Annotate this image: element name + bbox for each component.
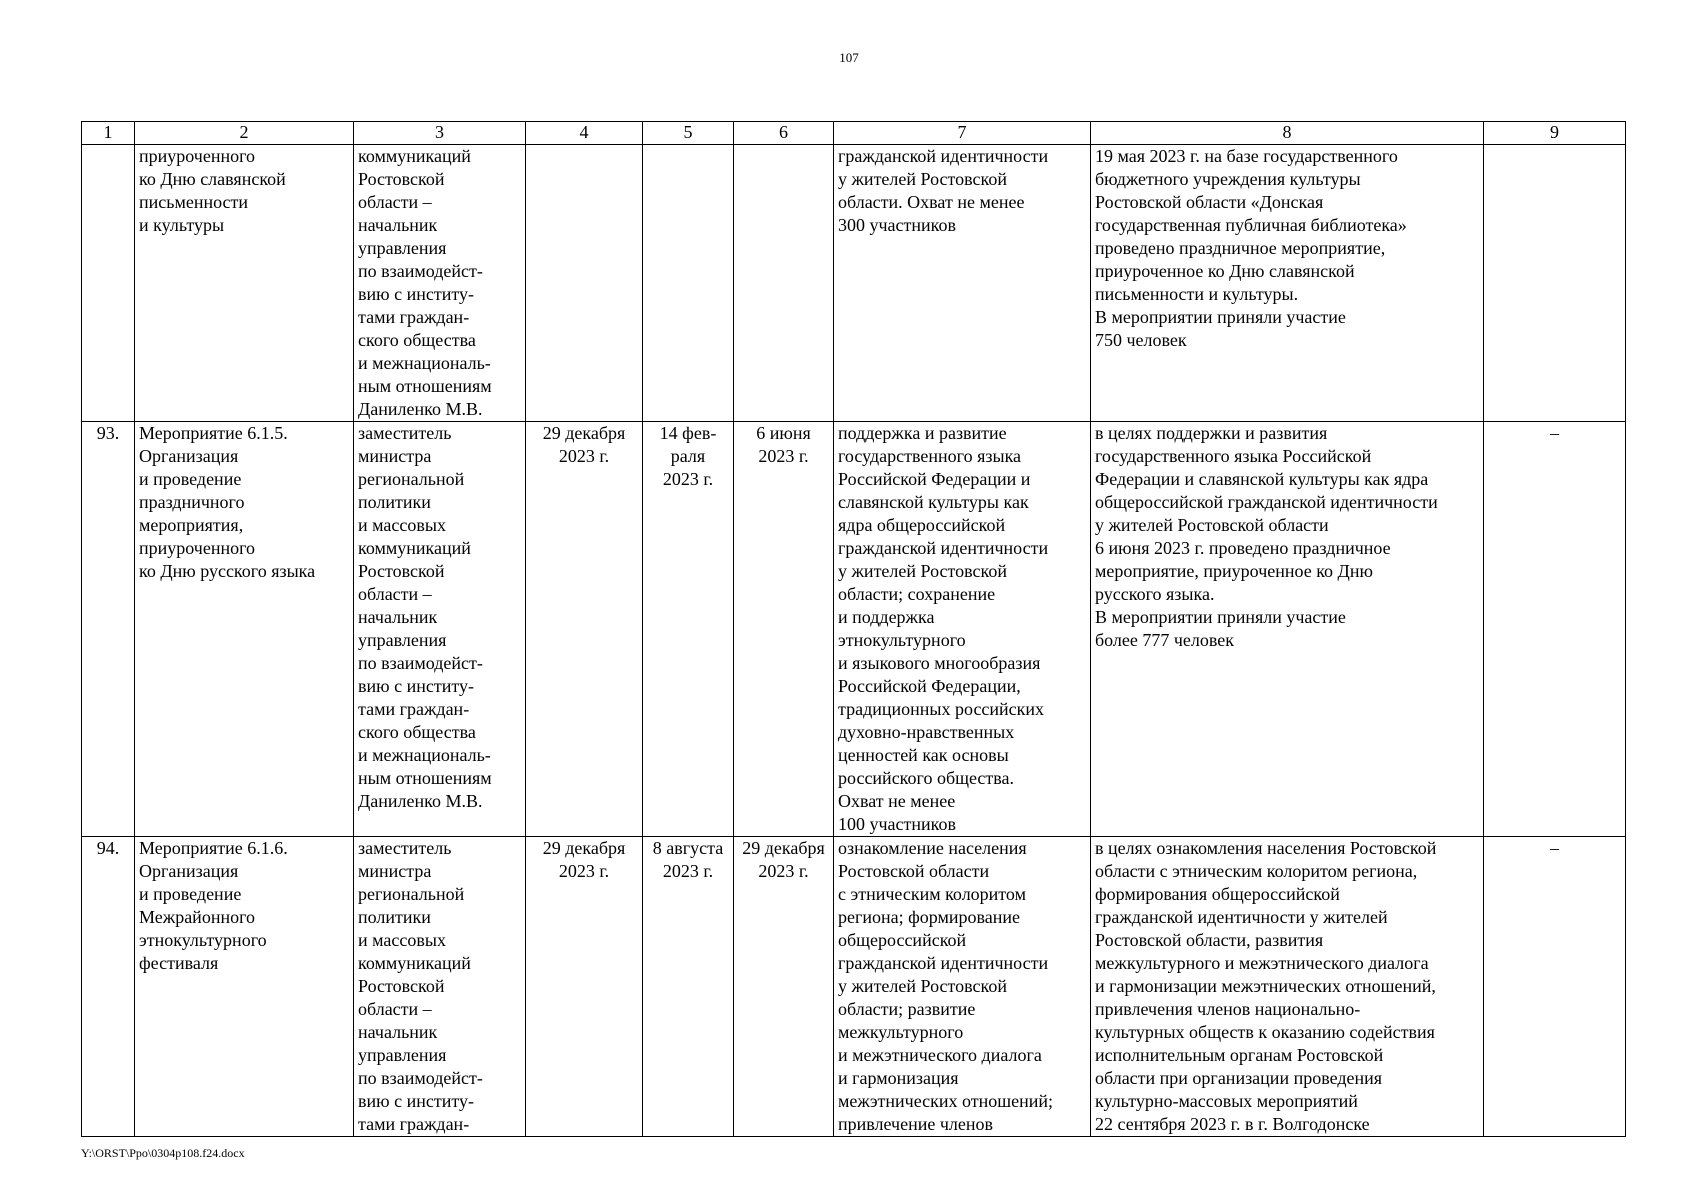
date-start-cell: 8 августа 2023 г. xyxy=(643,837,734,1137)
header-col-8: 8 xyxy=(1091,122,1484,145)
header-col-7: 7 xyxy=(834,122,1091,145)
table-header-row xyxy=(82,122,1626,145)
header-col-3: 3 xyxy=(354,122,526,145)
date-planned-cell: 29 декабря 2023 г. xyxy=(526,837,643,1137)
expected-result-cell: поддержка и развитие государственного языка Российской Федерации и славянской культуры как ядра общероссийской гражданской идентичности у жителей Ростовской области; сохранение и поддержка этнокультурного и языкового многообразия Российской Федерации, традиционных российских духовно-нравственных ценностей как основы российского общества. Охват не менее 100 участников xyxy=(834,422,1091,837)
header-col-4: 4 xyxy=(526,122,643,145)
header-col-1: 1 xyxy=(82,122,135,145)
report-table xyxy=(81,121,1626,1137)
date-planned-cell: 29 декабря 2023 г. xyxy=(526,422,643,837)
row-number: 94. xyxy=(82,837,135,1137)
note-cell: – xyxy=(1484,422,1626,837)
event-cell: приуроченного ко Дню славянской письменности и культуры xyxy=(135,145,354,422)
table-row xyxy=(82,837,1626,1137)
header-col-5: 5 xyxy=(643,122,734,145)
page-number: 107 xyxy=(839,50,859,65)
date-start-cell: 14 фев- раля 2023 г. xyxy=(643,422,734,837)
row-number xyxy=(82,145,135,422)
note-cell: – xyxy=(1484,837,1626,1137)
responsible-cell: заместитель министра региональной политики и массовых коммуникаций Ростовской области – начальник управления по взаимодейст- вию с институ- тами граждан- ского общества и межнациональ- ным отношениям Даниленко М.В. xyxy=(354,422,526,837)
table-row xyxy=(82,145,1626,422)
note-cell xyxy=(1484,145,1626,422)
table-row xyxy=(82,422,1626,837)
expected-result-cell: гражданской идентичности у жителей Ростовской области. Охват не менее 300 участников xyxy=(834,145,1091,422)
event-cell: Мероприятие 6.1.6. Организация и проведение Межрайонного этнокультурного фестиваля xyxy=(135,837,354,1137)
date-end-cell: 6 июня 2023 г. xyxy=(734,422,834,837)
responsible-cell: коммуникаций Ростовской области – начальник управления по взаимодейст- вию с институ- тами граждан- ского общества и межнациональ- ным отношениям Даниленко М.В. xyxy=(354,145,526,422)
date-end-cell: 29 декабря 2023 г. xyxy=(734,837,834,1137)
responsible-cell: заместитель министра региональной политики и массовых коммуникаций Ростовской области – начальник управления по взаимодейст- вию с институ- тами граждан- xyxy=(354,837,526,1137)
header-col-9: 9 xyxy=(1484,122,1626,145)
actual-result-cell: в целях ознакомления населения Ростовской области с этническим колоритом региона, формирования общероссийской гражданской идентичности у жителей Ростовской области, развития межкультурного и межэтнического диалога и гармонизации межэтнических отношений, привлечения членов национально- культурных обществ к оказанию содействия исполнительным органам Ростовской области при организации проведения культурно-массовых мероприятий 22 сентября 2023 г. в г. Волгодонске xyxy=(1091,837,1484,1137)
date-planned-cell xyxy=(526,145,643,422)
header-col-2: 2 xyxy=(135,122,354,145)
event-cell: Мероприятие 6.1.5. Организация и проведение праздничного мероприятия, приуроченного ко Дню русского языка xyxy=(135,422,354,837)
expected-result-cell: ознакомление населения Ростовской области с этническим колоритом региона; формирование общероссийской гражданской идентичности у жителей Ростовской области; развитие межкультурного и межэтнического диалога и гармонизация межэтнических отношений; привлечение членов xyxy=(834,837,1091,1137)
row-number: 93. xyxy=(82,422,135,837)
actual-result-cell: в целях поддержки и развития государственного языка Российской Федерации и славянской культуры как ядра общероссийской гражданской идентичности у жителей Ростовской области 6 июня 2023 г. проведено праздничное мероприятие, приуроченное ко Дню русского языка. В мероприятии приняли участие более 777 человек xyxy=(1091,422,1484,837)
actual-result-cell: 19 мая 2023 г. на базе государственного бюджетного учреждения культуры Ростовской области «Донская государственная публичная библиотека» проведено праздничное мероприятие, приуроченное ко Дню славянской письменности и культуры. В мероприятии приняли участие 750 человек xyxy=(1091,145,1484,422)
date-start-cell xyxy=(643,145,734,422)
header-col-6: 6 xyxy=(734,122,834,145)
document-file-path: Y:\ORST\Ppo\0304p108.f24.docx xyxy=(81,1146,245,1160)
date-end-cell xyxy=(734,145,834,422)
